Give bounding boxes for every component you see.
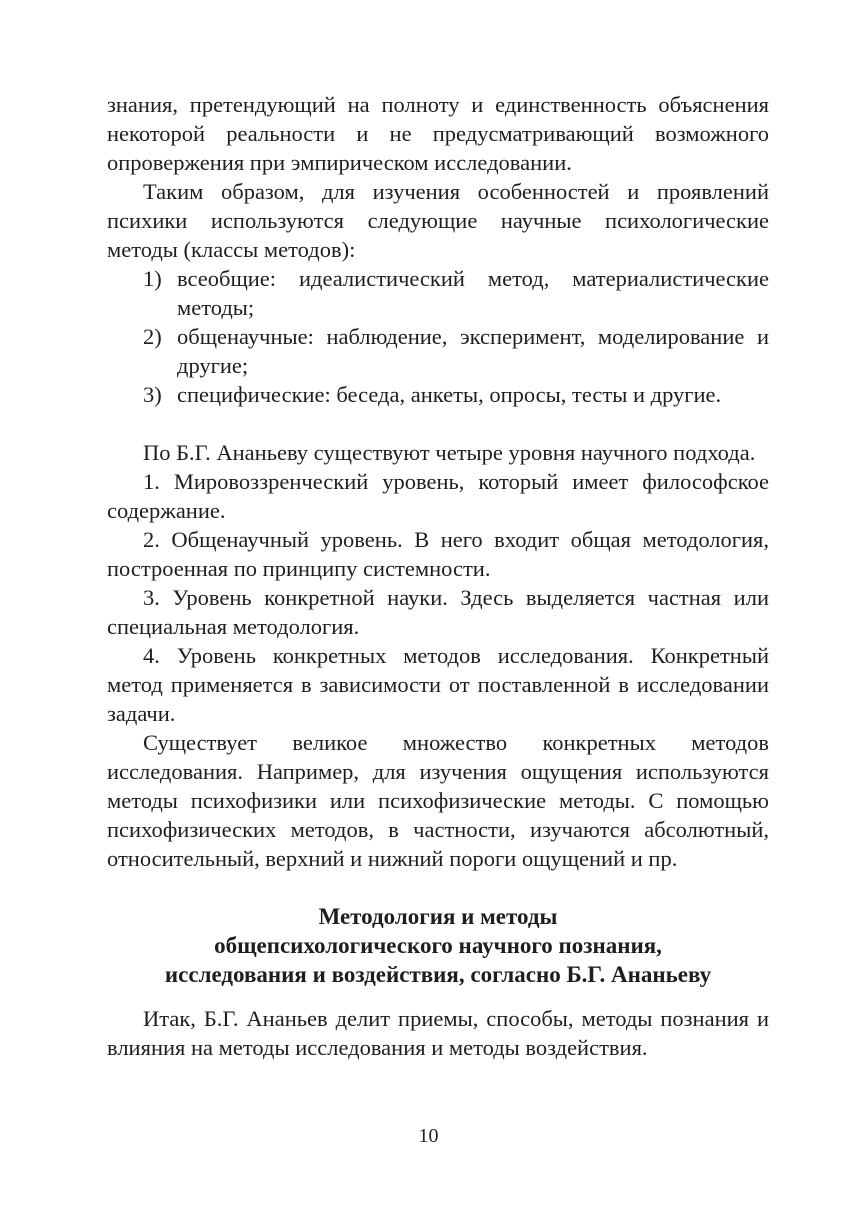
section-heading — [107, 902, 769, 989]
list-item-text: общенаучные: наблюдение, эксперимент, моделирование и другие; — [177, 324, 769, 378]
paragraph-levels-intro: По Б.Г. Ананьеву существуют четыре уровня научного подхода. — [143, 440, 756, 465]
paragraph-level-2: 2. Общенаучный уровень. В него входит общая методология, построенная по принципу системности. — [107, 527, 769, 581]
list-item-text: специфические: беседа, анкеты, опросы, тесты и другие. — [177, 382, 722, 407]
paragraph-continuation: знания, претендующий на полноту и единственность объяснения некоторой реальности и не предусматривающий возможного опровержения при эмпирическом исследовании. — [107, 92, 769, 175]
paragraph-level-1: 1. Мировоззренческий уровень, который имеет философское содержание. — [107, 469, 769, 523]
paragraph-methods-intro: Таким образом, для изучения особенностей и проявлений психики используются следующие научные психологические методы (классы методов): — [107, 179, 769, 262]
section-heading-line: Методология и методы — [318, 904, 558, 929]
list-item-number: 1) — [143, 266, 162, 291]
paragraph-closing: Итак, Б.Г. Ананьев делит приемы, способы, методы познания и влияния на методы исследования и методы воздействия. — [107, 1006, 769, 1060]
methods-list — [107, 264, 769, 409]
spacer — [107, 409, 769, 438]
page-body — [107, 90, 769, 1062]
page-number: 10 — [418, 1125, 439, 1147]
paragraph-level-4: 4. Уровень конкретных методов исследования. Конкретный метод применяется в зависимости от поставленной в исследовании задачи. — [107, 643, 769, 726]
section-heading-line: исследования и воздействия, согласно Б.Г. Ананьеву — [164, 962, 712, 987]
list-item-number: 2) — [143, 324, 162, 349]
list-item-number: 3) — [143, 382, 162, 407]
list-item — [107, 380, 769, 409]
paragraph-level-3: 3. Уровень конкретной науки. Здесь выделяется частная или специальная методология. — [107, 585, 769, 639]
list-item — [107, 322, 769, 380]
list-item-text: всеобщие: идеалистический метод, материалистические методы; — [177, 266, 769, 320]
section-heading-line: общепсихологического научного познания, — [214, 933, 662, 958]
paragraph-specific-methods: Существует великое множество конкретных методов исследования. Например, для изучения ощущения используются методы психофизики или психофизические методы. С помощью психофизических методов, в частности, изучаются абсолютный, относительный, верхний и нижний пороги ощущений и пр. — [107, 730, 769, 871]
list-item — [107, 264, 769, 322]
